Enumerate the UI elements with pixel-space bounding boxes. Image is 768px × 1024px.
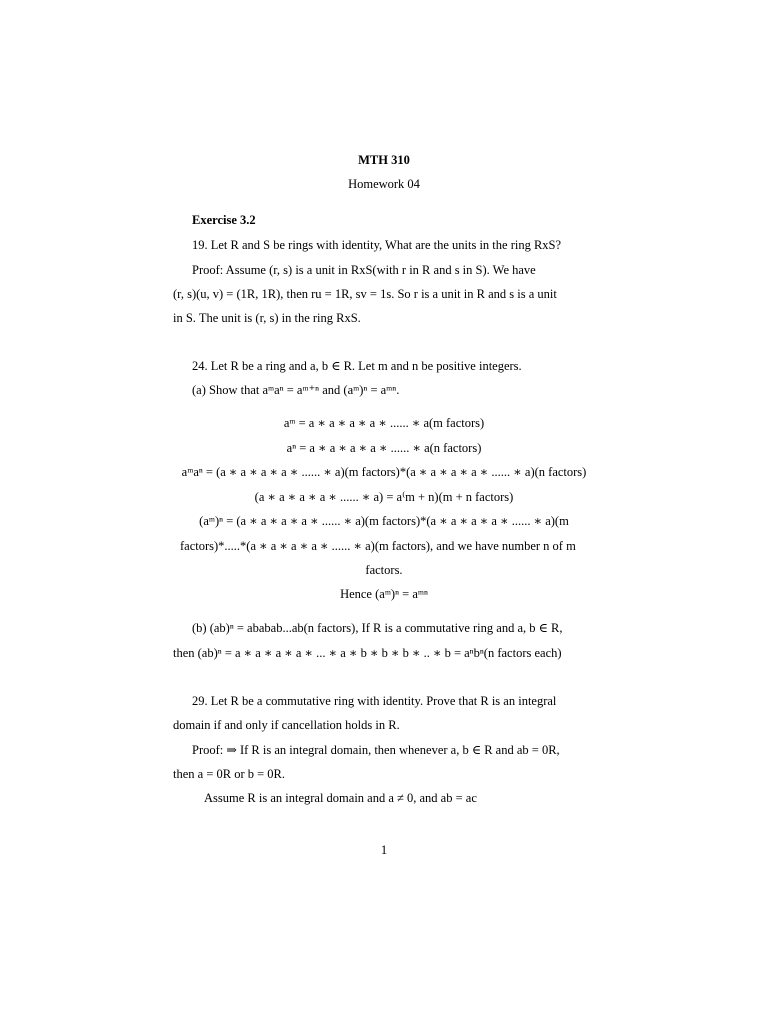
equation: (aᵐ)ⁿ = (a ∗ a ∗ a ∗ a ∗ ...... ∗ a)(m factors)*(a ∗ a ∗ a ∗ a ∗ ...... ∗ a)(m [199, 514, 569, 528]
problem-29-question: domain if and only if cancellation holds in R. [173, 718, 400, 732]
problem-24-question: 24. Let R be a ring and a, b ∈ R. Let m and n be positive integers. [192, 359, 522, 373]
equation: (a ∗ a ∗ a ∗ a ∗ ...... ∗ a) = a⁽m + n)(m + n factors) [254, 490, 514, 504]
problem-24-part-b: then (ab)ⁿ = a ∗ a ∗ a ∗ a ∗ ... ∗ a ∗ b ∗ b ∗ b ∗ .. ∗ b = aⁿbⁿ(n factors each) [173, 646, 562, 660]
equation: factors)*.....*(a ∗ a ∗ a ∗ a ∗ ...... ∗ a)(m factors), and we have number n of m [180, 539, 576, 553]
equation: aᵐaⁿ = (a ∗ a ∗ a ∗ a ∗ ...... ∗ a)(m factors)*(a ∗ a ∗ a ∗ a ∗ ...... ∗ a)(n factors) [181, 465, 587, 479]
problem-29-question: 29. Let R be a commutative ring with identity. Prove that R is an integral [192, 694, 557, 708]
equation: aᵐ = a ∗ a ∗ a ∗ a ∗ ...... ∗ a(m factors) [283, 416, 485, 430]
problem-29-proof-line: then a = 0R or b = 0R. [173, 767, 286, 781]
homework-title: Homework 04 [348, 177, 420, 191]
course-title: MTH 310 [358, 153, 410, 167]
problem-24-part-b: (b) (ab)ⁿ = ababab...ab(n factors), If R is a commutative ring and a, b ∈ R, [192, 621, 563, 635]
problem-19-proof-line: (r, s)(u, v) = (1R, 1R), then ru = 1R, sv = 1s. So r is a unit in R and s is a unit [173, 287, 557, 301]
problem-24-part-a: (a) Show that aᵐaⁿ = aᵐ⁺ⁿ and (aᵐ)ⁿ = aᵐⁿ. [192, 383, 400, 397]
equation-conclusion: Hence (aᵐ)ⁿ = aᵐⁿ [340, 587, 428, 601]
problem-29-proof-line: Assume R is an integral domain and a ≠ 0, and ab = ac [204, 791, 477, 805]
page-number: 1 [380, 843, 388, 857]
problem-19-proof-line: Proof: Assume (r, s) is a unit in RxS(with r in R and s in S). We have [192, 263, 536, 277]
problem-19-proof-line: in S. The unit is (r, s) in the ring RxS. [173, 311, 361, 325]
section-heading: Exercise 3.2 [192, 213, 256, 227]
equation: aⁿ = a ∗ a ∗ a ∗ a ∗ ...... ∗ a(n factors) [286, 441, 482, 455]
problem-29-proof-line: Proof: ⇒ If R is an integral domain, then whenever a, b ∈ R and ab = 0R, [192, 743, 560, 757]
problem-19-question: 19. Let R and S be rings with identity, What are the units in the ring RxS? [192, 238, 562, 252]
equation: factors. [365, 563, 403, 577]
